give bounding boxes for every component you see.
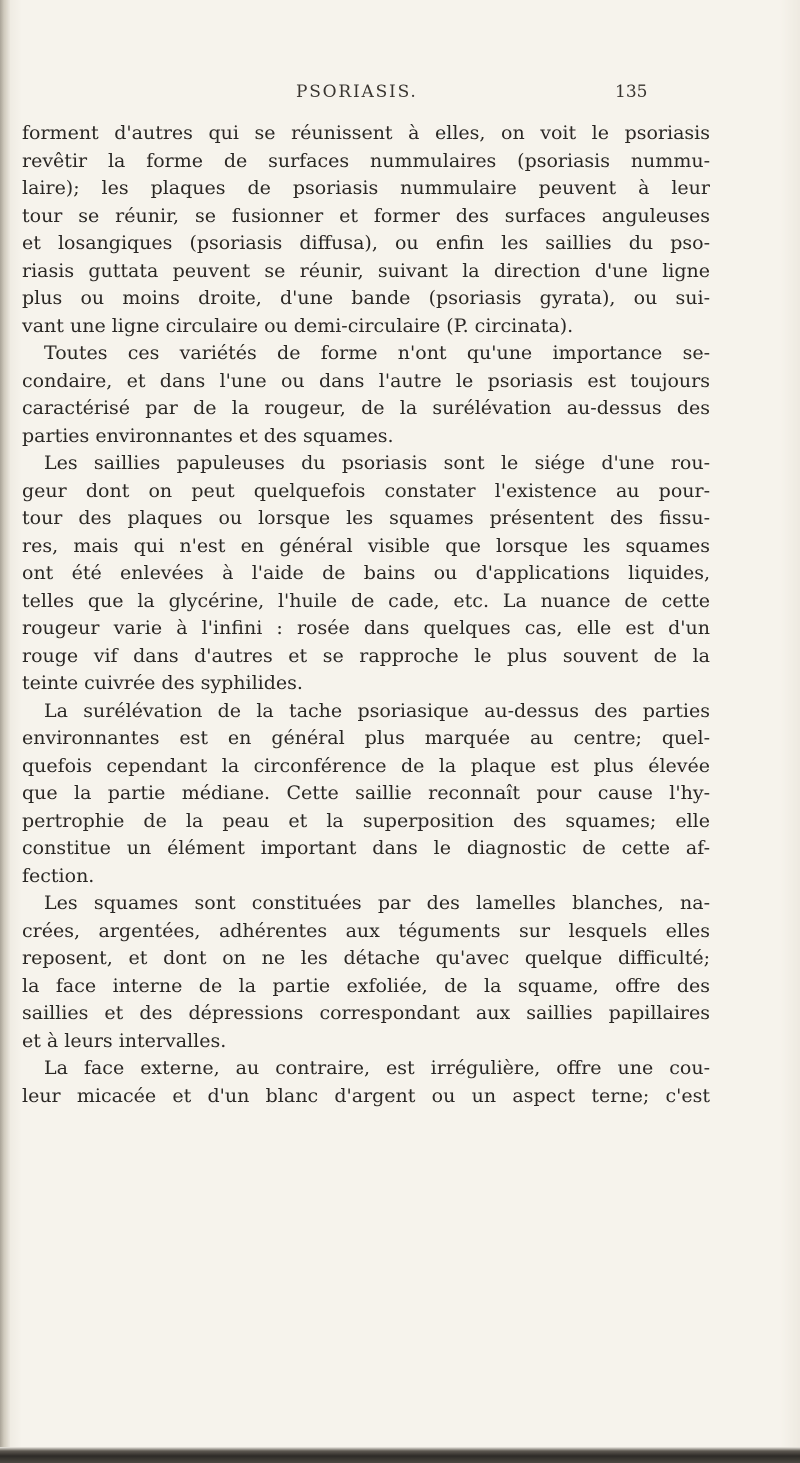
text-line: riasis guttata peuvent se réunir, suivant la direction d'une ligne [22, 259, 710, 282]
text-line: environnantes est en général plus marquée au centre; quel- [22, 727, 710, 749]
text-line: parties environnantes et des squames. [22, 424, 394, 447]
text-line: leur micacée et d'un blanc d'argent ou un aspect terne; c'est [22, 1084, 710, 1107]
text-line: La face externe, au contraire, est irrégulière, offre une cou- [44, 1057, 710, 1079]
text-line: saillies et des dépressions correspondant aux saillies papillaires [22, 1002, 710, 1024]
text-line: rouge vif dans d'autres et se rapproche le plus souvent de la [22, 644, 710, 667]
text-line: crées, argentées, adhérentes aux téguments sur lesquels elles [22, 919, 710, 942]
text-line: caractérisé par de la rougeur, de la surélévation au-dessus des [22, 397, 710, 419]
text-line: constitue un élément important dans le diagnostic de cette af- [22, 837, 710, 859]
text-line: laire); les plaques de psoriasis nummulaire peuvent à leur [22, 177, 710, 199]
text-line: forment d'autres qui se réunissent à elles, on voit le psoriasis [22, 122, 710, 144]
text-line: Les squames sont constituées par des lamelles blanches, na- [44, 892, 710, 914]
text-line: la face interne de la partie exfoliée, de la squame, offre des [22, 974, 710, 997]
scan-bottom-edge [0, 1447, 800, 1463]
text-line: telles que la glycérine, l'huile de cade, etc. La nuance de cette [22, 589, 710, 612]
text-line: La surélévation de la tache psoriasique au-dessus des parties [44, 699, 710, 722]
page-number: 135 [615, 82, 648, 102]
text-line: Toutes ces variétés de forme n'ont qu'une importance se- [44, 342, 710, 364]
text-line: fection. [22, 864, 95, 887]
text-line: quefois cependant la circonférence de la plaque est plus élevée [22, 754, 710, 777]
text-line: vant une ligne circulaire ou demi-circulaire (P. circinata). [22, 314, 574, 337]
text-line: et à leurs intervalles. [22, 1029, 227, 1052]
text-line: ont été enlevées à l'aide de bains ou d'applications liquides, [22, 562, 710, 584]
text-line: tour des plaques ou lorsque les squames présentent des fissu- [22, 507, 710, 529]
binding-edge [0, 0, 10, 1463]
text-line: revêtir la forme de surfaces nummulaires (psoriasis nummu- [22, 149, 710, 172]
text-line: geur dont on peut quelquefois constater l'existence au pour- [22, 479, 710, 502]
text-line: pertrophie de la peau et la superposition des squames; elle [22, 809, 710, 832]
text-line: que la partie médiane. Cette saillie reconnaît pour cause l'hy- [22, 782, 710, 804]
text-line: plus ou moins droite, d'une bande (psoriasis gyrata), ou sui- [22, 287, 710, 309]
page-header [0, 82, 800, 112]
text-line: et losangiques (psoriasis diffusa), ou enfin les saillies du pso- [22, 232, 710, 254]
text-line: res, mais qui n'est en général visible que lorsque les squames [22, 534, 710, 557]
text-line: teinte cuivrée des syphilides. [22, 672, 303, 694]
running-title: PSORIASIS. [296, 82, 418, 102]
text-line: reposent, et dont on ne les détache qu'avec quelque difficulté; [22, 947, 710, 969]
text-line: tour se réunir, se fusionner et former des surfaces anguleuses [22, 204, 710, 227]
body-text [22, 120, 710, 1110]
text-line: Les saillies papuleuses du psoriasis sont le siége d'une rou- [44, 452, 710, 474]
text-line: rougeur varie à l'infini : rosée dans quelques cas, elle est d'un [22, 617, 710, 639]
text-line: condaire, et dans l'une ou dans l'autre le psoriasis est toujours [22, 369, 710, 392]
